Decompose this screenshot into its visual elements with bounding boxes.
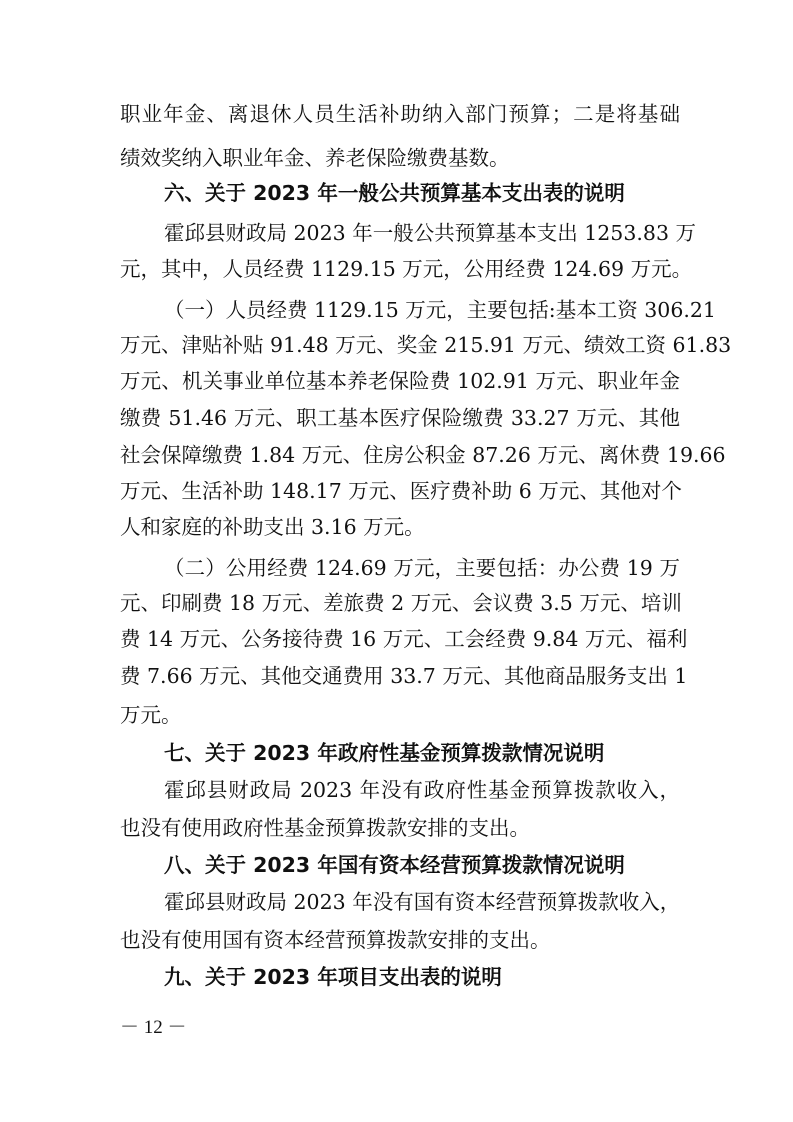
public-line-2: 元、印刷费 18 万元、差旅费 2 万元、会议费 3.5 万元、培训	[120, 591, 682, 615]
public-line-5: 万元。	[120, 703, 182, 727]
section-6-summary-line-2: 元，其中，人员经费 1129.15 万元，公用经费 124.69 万元。	[120, 257, 693, 281]
intro-line-2: 绩效奖纳入职业年金、养老保险缴费基数。	[120, 146, 510, 170]
personnel-line-6: 万元、生活补助 148.17 万元、医疗费补助 6 万元、其他对个	[120, 479, 682, 503]
personnel-line-2: 万元、津贴补贴 91.48 万元、奖金 215.91 万元、绩效工资 61.83	[120, 333, 732, 357]
section-8-heading: 八、关于 2023 年国有资本经营预算拨款情况说明	[164, 853, 625, 877]
page-number: － 12 －	[120, 1017, 187, 1038]
section-9-heading: 九、关于 2023 年项目支出表的说明	[164, 965, 502, 989]
personnel-line-7: 人和家庭的补助支出 3.16 万元。	[120, 515, 425, 539]
public-line-1: （二）公用经费 124.69 万元，主要包括：办公费 19 万	[164, 556, 680, 580]
intro-line-1: 职业年金、离退休人员生活补助纳入部门预算；二是将基础	[120, 102, 680, 126]
personnel-line-1: （一）人员经费 1129.15 万元，主要包括:基本工资 306.21	[164, 298, 716, 322]
section-6-summary-line-1: 霍邱县财政局 2023 年一般公共预算基本支出 1253.83 万	[164, 221, 697, 245]
section-8-line-2: 也没有使用国有资本经营预算拨款安排的支出。	[120, 928, 551, 952]
public-line-4: 费 7.66 万元、其他交通费用 33.7 万元、其他商品服务支出 1	[120, 664, 688, 688]
section-7-line-1: 霍邱县财政局 2023 年没有政府性基金预算拨款收入，	[164, 778, 680, 802]
personnel-line-4: 缴费 51.46 万元、职工基本医疗保险缴费 33.27 万元、其他	[120, 406, 680, 430]
personnel-line-5: 社会保障缴费 1.84 万元、住房公积金 87.26 万元、离休费 19.66	[120, 443, 726, 467]
public-line-3: 费 14 万元、公务接待费 16 万元、工会经费 9.84 万元、福利	[120, 627, 688, 651]
personnel-line-3: 万元、机关事业单位基本养老保险费 102.91 万元、职业年金	[120, 369, 680, 393]
section-7-heading: 七、关于 2023 年政府性基金预算拨款情况说明	[164, 741, 605, 765]
section-7-line-2: 也没有使用政府性基金预算拨款安排的支出。	[120, 816, 530, 840]
section-6-heading: 六、关于 2023 年一般公共预算基本支出表的说明	[164, 181, 625, 205]
section-8-line-1: 霍邱县财政局 2023 年没有国有资本经营预算拨款收入，	[164, 890, 681, 914]
